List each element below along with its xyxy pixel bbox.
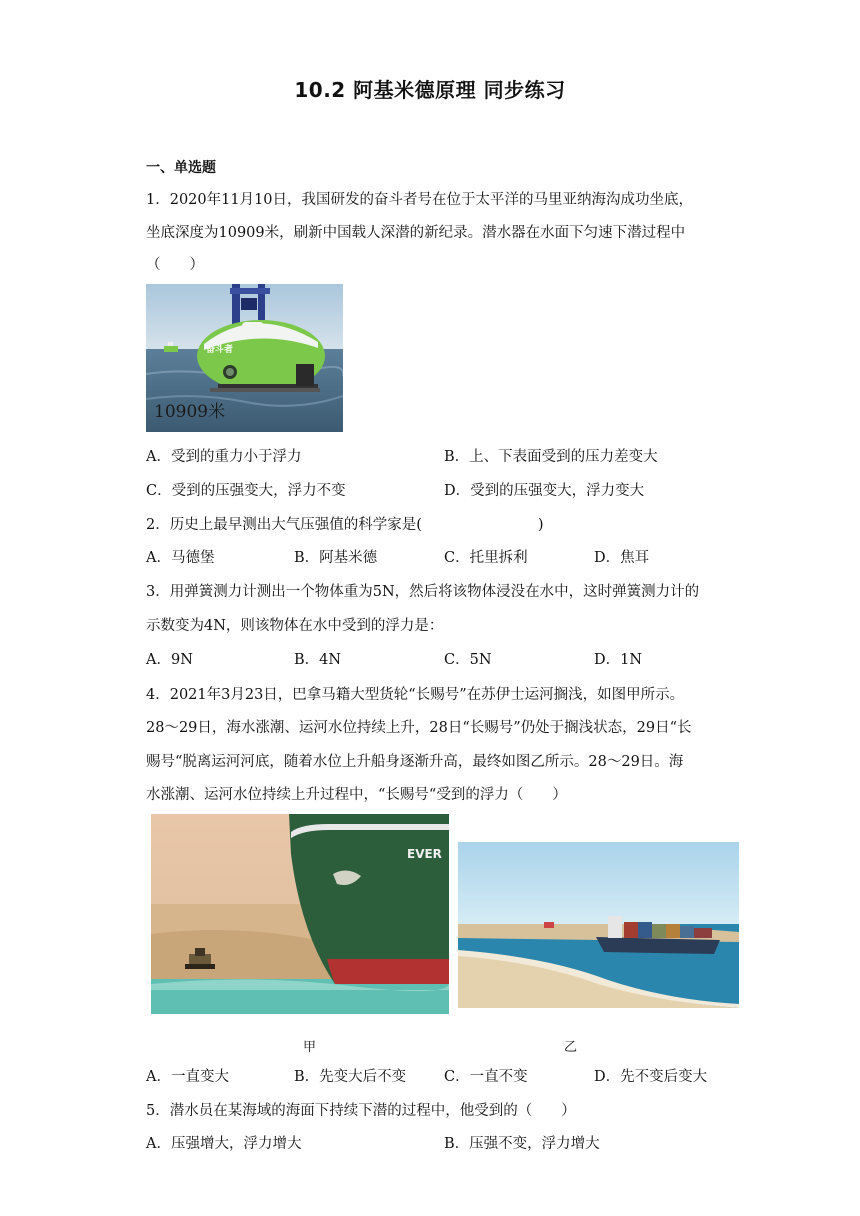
- q3-line-2: 示数变为4N，则该物体在水中受到的浮力是：: [146, 618, 444, 634]
- q2-line: 2．历史上最早测出大气压强值的科学家是( ): [146, 517, 544, 533]
- q2-option-d[interactable]: D．焦耳: [594, 550, 650, 566]
- q1-option-d[interactable]: D．受到的压强变大，浮力变大: [444, 483, 645, 499]
- caption-jia: 甲: [303, 1040, 317, 1055]
- q1-option-a[interactable]: A．受到的重力小于浮力: [146, 449, 302, 465]
- q1-option-b[interactable]: B．上、下表面受到的压力差变大: [444, 449, 658, 465]
- q2-option-c[interactable]: C．托里拆利: [444, 550, 528, 566]
- q4-option-d[interactable]: D．先不变后变大: [594, 1069, 708, 1085]
- section-heading: 一、单选题: [146, 160, 216, 176]
- caption-yi: 乙: [564, 1040, 578, 1055]
- q2-option-b[interactable]: B．阿基米德: [294, 550, 378, 566]
- q5-option-a[interactable]: A．压强增大，浮力增大: [146, 1136, 302, 1152]
- q5-option-b[interactable]: B．压强不变，浮力增大: [444, 1136, 600, 1152]
- q4-line-4: 水涨潮、运河水位持续上升过程中，“长赐号“受到的浮力（ ）: [146, 787, 567, 803]
- q4-line-3: 赐号“脱离运河河底，随着水位上升船身逐渐升高，最终如图乙所示。28～29日。海: [146, 754, 684, 770]
- q1-option-c[interactable]: C．受到的压强变大，浮力不变: [146, 483, 346, 499]
- q3-option-b[interactable]: B．4N: [294, 652, 342, 668]
- svg-text:奋斗者: 奋斗者: [206, 345, 234, 355]
- q3-option-a[interactable]: A．9N: [146, 652, 193, 668]
- q4-line-1: 4．2021年3月23日，巴拿马籍大型货轮“长赐号”在苏伊士运河搁浅，如图甲所示。: [146, 687, 685, 703]
- q4-option-b[interactable]: B．先变大后不变: [294, 1069, 407, 1085]
- submersible-image: [146, 284, 343, 432]
- q2-option-a[interactable]: A．马德堡: [146, 550, 215, 566]
- floating-ship-image: [458, 842, 739, 1008]
- depth-label: 10909米: [154, 402, 226, 422]
- q4-line-2: 28～29日，海水涨潮、运河水位持续上升，28日“长赐号”仍处于搁浅状态，29日“长: [146, 720, 692, 736]
- q3-option-c[interactable]: C．5N: [444, 652, 492, 668]
- q1-line-2: 坐底深度为10909米，刷新中国载人深潜的新纪录。潜水器在水面下匀速下潜过程中: [146, 225, 686, 241]
- q1-line-1: 1．2020年11月10日，我国研发的奋斗者号在位于太平洋的马里亚纳海沟成功坐底，: [146, 192, 694, 208]
- q1-line-3: （ ）: [146, 257, 204, 273]
- grounded-ship-image: [151, 814, 449, 1014]
- q5-line: 5．潜水员在某海域的海面下持续下潜的过程中，他受到的（ ）: [146, 1103, 576, 1119]
- q3-line-1: 3．用弹簧测力计测出一个物体重为5N，然后将该物体浸没在水中，这时弹簧测力计的: [146, 584, 700, 600]
- ship-name-text: EVER: [407, 847, 442, 861]
- q4-option-c[interactable]: C．一直不变: [444, 1069, 528, 1085]
- q4-option-a[interactable]: A．一直变大: [146, 1069, 229, 1085]
- q3-option-d[interactable]: D．1N: [594, 652, 643, 668]
- page-title: 10.2 阿基米德原理 同步练习: [294, 78, 566, 102]
